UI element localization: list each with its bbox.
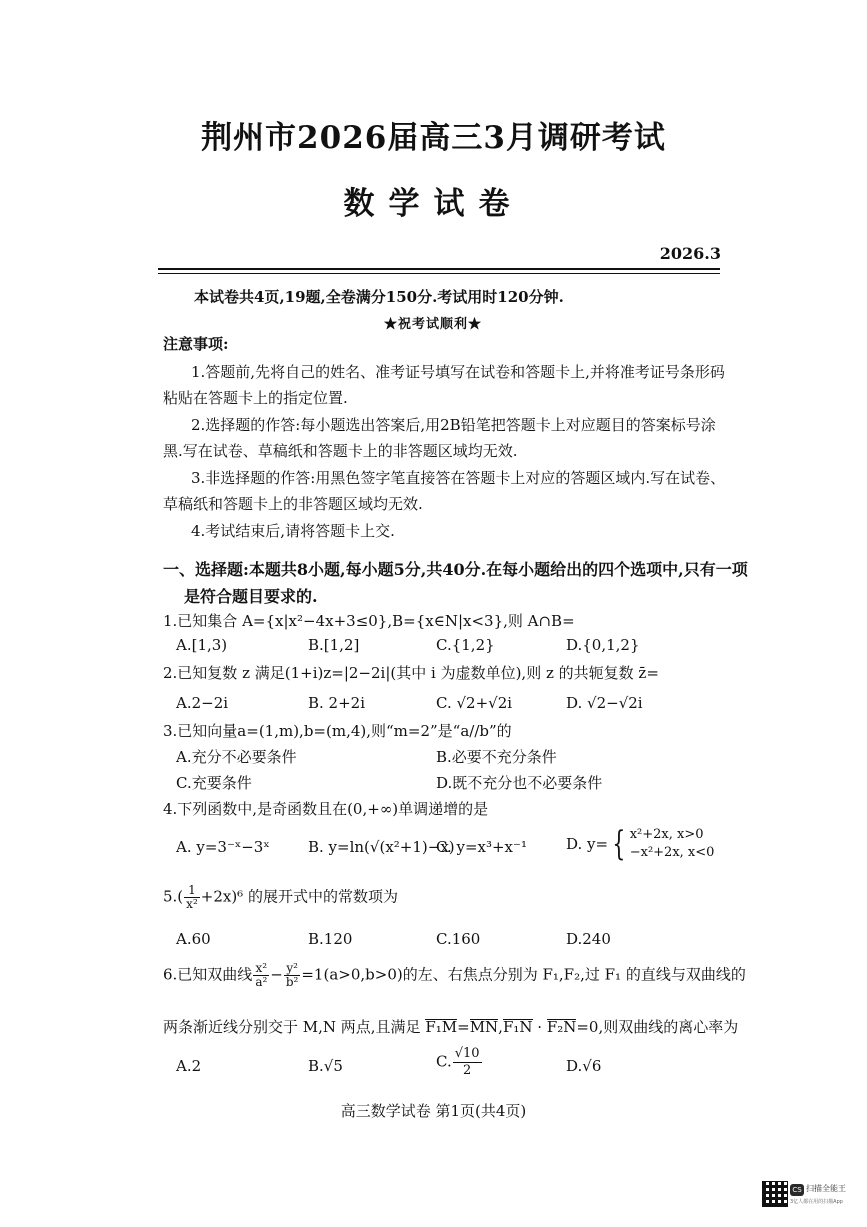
scanner-app-name: 扫描全能王 [806,1184,846,1193]
exam-date: 2026.3 [659,244,721,263]
vector-f1m: F₁M [425,1018,458,1036]
q1-option-b: B.[1,2] [308,636,360,654]
scanner-app-tagline: 3亿人都在用的扫描App [790,1199,843,1205]
note-line: 4.考试结束后,请将答题卡上交. [191,522,395,540]
q4-option-d [566,826,714,862]
q4-option-b: B. y=ln(√(x²+1)−x) [308,838,455,856]
q6-eq: = [457,1018,470,1036]
piecewise-bottom: −x²+2x, x<0 [629,845,715,860]
q3-option-b: B.必要不充分条件 [436,748,557,766]
q6-option-d: D.√6 [566,1057,602,1075]
q3-option-a: A.充分不必要条件 [176,748,297,766]
header-rule-thin [158,273,720,274]
q5-frac-den: x² [186,897,198,911]
header-rule-thick [158,268,720,270]
question-6-stem [163,962,746,989]
q6-option-a: A.2 [176,1057,202,1075]
note-line: 草稿纸和答题卡上的非答题区域均无效. [163,495,423,513]
q6-option-b: B.√5 [308,1057,343,1075]
q3-option-d: D.既不充分也不必要条件 [436,774,603,792]
q6-dot: · [532,1018,547,1036]
q6-minus: − [270,965,283,984]
q5-option-c: C.160 [436,930,481,948]
question-3-stem: 3.已知向量a=(1,m),b=(m,4),则“m=2”是“a//b”的 [163,722,512,740]
q5-fraction [184,884,200,911]
note-line: 3.非选择题的作答:用黑色签字笔直接答在答题卡上对应的答题区域内.写在试卷、 [191,469,726,487]
q3-option-c: C.充要条件 [176,774,252,792]
good-luck-line: ★祝考试顺利★ [384,317,483,332]
q6-fraction-y [284,962,301,989]
q5-option-d: D.240 [566,930,611,948]
q4-option-a: A. y=3⁻ˣ−3ˣ [176,838,270,856]
notes-heading: 注意事项: [163,335,229,353]
q6-lead: 6.已知双曲线 [163,965,253,984]
q1-option-c: C.{1,2} [436,636,495,654]
vector-f1n: F₁N [502,1018,533,1036]
q5-option-b: B.120 [308,930,353,948]
q6-frac1-num: x² [253,962,269,976]
note-line: 黑.写在试卷、草稿纸和答题卡上的非答题区域均无效. [163,442,518,460]
q6-optc-den: 2 [462,1063,472,1078]
question-1-stem: 1.已知集合 A={x|x²−4x+3≤0},B={x∈N|x<3},则 A∩B= [163,612,575,630]
q6-tail: =1(a>0,b>0)的左、右焦点分别为 F₁,F₂,过 F₁ 的直线与双曲线的 [301,965,746,984]
q6-optc-num: √10 [454,1046,480,1061]
question-6-line2 [163,1016,738,1037]
subject-title: 数学试卷 [343,186,524,222]
q5-tail: +2x)⁶ 的展开式中的常数项为 [200,887,398,906]
q6-option-c [436,1046,483,1079]
question-5-stem [163,884,398,911]
q5-option-a: A.60 [176,930,211,948]
piecewise-brace: { [612,824,626,864]
q6-frac2-den: b² [285,975,299,989]
q6-frac1-den: a² [255,975,268,989]
qr-code-icon [762,1181,788,1207]
exam-title: 荆州市2026届高三3月调研考试 [201,120,666,156]
q6-option-c-fraction [453,1046,482,1079]
piecewise-top: x²+2x, x>0 [629,827,704,842]
page-footer: 高三数学试卷 第1页(共4页) [340,1102,527,1120]
camscanner-logo-icon: CS [790,1184,804,1196]
question-4-stem: 4.下列函数中,是奇函数且在(0,+∞)单调递增的是 [163,800,489,818]
note-line: 2.选择题的作答:每小题选出答案后,用2B铅笔把答题卡上对应题目的答案标号涂 [191,416,716,434]
q5-frac-num: 1 [184,884,200,898]
vector-mn: MN [469,1018,499,1036]
q6-line2-b: =0,则双曲线的离心率为 [576,1018,739,1036]
q6-line2-a: 两条渐近线分别交于 M,N 两点,且满足 [163,1018,426,1036]
q6-comma: , [498,1018,503,1036]
vector-f2n: F₂N [546,1018,577,1036]
q2-option-c: C. √2+√2i [436,694,513,712]
exam-summary: 本试卷共4页,19题,全卷满分150分.考试用时120分钟. [194,288,564,306]
piecewise-cases [630,826,715,862]
note-line: 1.答题前,先将自己的姓名、准考证号填写在试卷和答题卡上,并将准考证号条形码 [191,363,725,381]
note-line: 粘贴在答题卡上的指定位置. [163,389,348,407]
question-2-stem: 2.已知复数 z 满足(1+i)z=|2−2i|(其中 i 为虚数单位),则 z 的共轭复数 z̄= [163,664,659,682]
q2-option-a: A.2−2i [176,694,229,712]
section-heading: 一、选择题:本题共8小题,每小题5分,共40分.在每小题给出的四个选项中,只有一项 [163,560,748,579]
q6-option-c-label: C. [436,1052,452,1071]
q6-fraction-x [253,962,269,989]
section-heading-cont: 是符合题目要求的. [184,587,318,606]
q5-lead: 5.( [163,887,184,906]
q2-option-b: B. 2+2i [308,694,366,712]
q4-option-d-label: D. y= [566,835,609,853]
q2-option-d: D. √2−√2i [566,694,643,712]
q4-option-c: C. y=x³+x⁻¹ [436,838,527,856]
q1-option-d: D.{0,1,2} [566,636,640,654]
q1-option-a: A.[1,3) [176,636,228,654]
q6-frac2-num: y² [284,962,301,976]
